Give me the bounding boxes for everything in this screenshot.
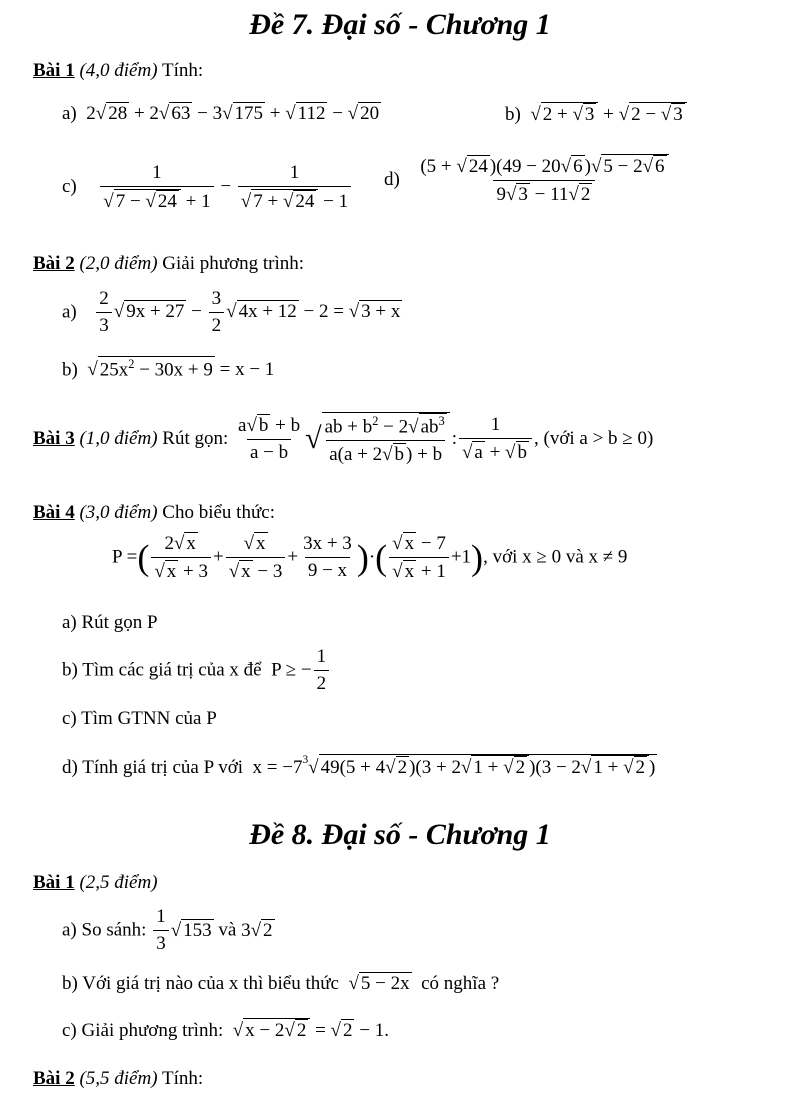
de8-bai1-a: a) So sánh: $\frac{1}{3}$ √ 153 và 3√ 2 bbox=[62, 906, 273, 954]
de7-bai4-c: c) Tìm GTNN của P bbox=[62, 708, 217, 729]
de7-bai1-b: b) √ 2 + √ 3 + √ 2 − √ 3 bbox=[505, 102, 687, 126]
de7-bai3: Bài 3 (1,0 điểm) Rút gọn: $\frac{a√ b + b}{a - b}$ √ $\frac{ab + b^2 - 2√ ab^3}{a(a + 2√ b ) + b}$ : $\frac{1}{√ a + √ b}$ , (với a > b ≥ 0) bbox=[33, 414, 654, 466]
de7-bai1-c: c) $\frac{1}{√ 7 - √ 24 + 1}$ − $\frac{1}{√ 7 + √ 24 - 1}$ bbox=[62, 162, 353, 213]
de8-bai1-c: c) Giải phương trình: √ x − 2√ 2 = √ 2 − 1. bbox=[62, 1020, 389, 1041]
de7-bai1-a: a) 2√ 28 + 2√ 63 − 3√ 175 + √ 112 − √ 20 bbox=[62, 103, 380, 124]
de8-bai1-heading: Bài 1 (2,5 điểm) bbox=[33, 872, 158, 893]
de7-bai4-heading: Bài 4 (3,0 điểm) Cho biểu thức: bbox=[33, 502, 275, 523]
de7-bai4-expression: P =( $\frac{2√ x}{√ x + 3}$ + $\frac{√ x}{√ x - 3}$ + $\frac{3x + 3}{9 - x}$ )·( $\frac{√ x - 7}{√ x + 1}$ +1), với x ≥ 0 và x ≠ 9 bbox=[112, 533, 628, 582]
de7-bai4-b: b) Tìm các giá trị của x để P ≥ − $\frac{1}{2}$ bbox=[62, 646, 331, 695]
de8-bai2-heading: Bài 2 (5,5 điểm) Tính: bbox=[33, 1068, 204, 1089]
de7-bai2-heading: Bài 2 (2,0 điểm) Giải phương trình: bbox=[33, 253, 305, 274]
de7-bai4-d: d) Tính giá trị của P với $x = -7^3√$ 49(5 + 4√ 2 )(3 + 2√ 1 + √ 2 )(3 − 2√ 1 + √ 2 ) bbox=[62, 754, 656, 778]
de7-bai2-a: a) $\frac{2}{3}$ √ 9x + 27 − $\frac{3}{2}$ √ 4x + 12 − 2 = √ 3 + x bbox=[62, 288, 401, 336]
de7-bai1-heading: Bài 1 (4,0 điểm) Tính: bbox=[33, 60, 204, 81]
de7-bai2-b: b) √ $25x^2 - 30x + 9 = x - 1$ bbox=[62, 357, 275, 381]
de8-title: Đề 8. Đại số - Chương 1 bbox=[249, 818, 551, 851]
de7-title: Đề 7. Đại số - Chương 1 bbox=[249, 8, 551, 41]
de7-bai4-a: a) Rút gọn P bbox=[62, 612, 158, 633]
de7-bai1-d: d) $\frac{(5 + √ 24 )(49 - 20√ 6 )√ 5 - 2√ 6}{9√ 3 - 11√ 2}$ bbox=[384, 154, 674, 206]
de8-bai1-b: b) Với giá trị nào của x thì biểu thức √ 5 − 2x có nghĩa ? bbox=[62, 973, 500, 994]
